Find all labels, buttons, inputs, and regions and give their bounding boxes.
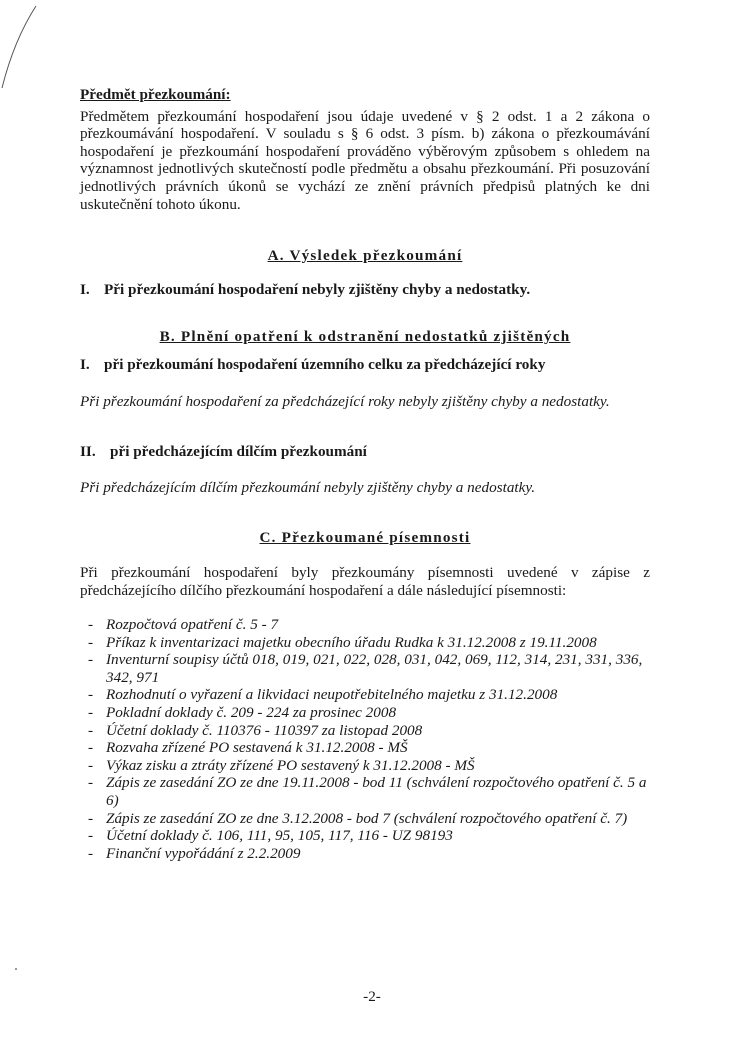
list-dash: - [88,756,94,774]
list-item-text: Příkaz k inventarizaci majetku obecního úřadu Rudka k 31.12.2008 z 19.11.2008 [106,633,597,651]
list-dash: - [88,774,94,792]
list-item-text: Pokladní doklady č. 209 - 224 za prosinec 2008 [106,704,397,722]
list-item-text: Výkaz zisku a ztráty zřízené PO sestavený k 31.12.2008 - MŠ [106,756,475,774]
list-item-text: Zápis ze zasedání ZO ze dne 3.12.2008 - bod 7 (schválení rozpočtového opatření č. 7) [106,809,628,827]
list-dash: - [88,844,94,862]
scan-edge-mark [0,0,40,90]
list-item-text: Rozhodnutí o vyřazení a likvidaci neupotřebitelného majetku z 31.12.2008 [106,686,558,704]
list-dash: - [88,651,94,669]
document-page [80,86,650,862]
subject-heading: Předmět přezkoumání: [80,86,231,103]
list-dash: - [88,633,94,651]
list-item-text: Inventurní soupisy účtů 018, 019, 021, 022, 028, 031, 042, 069, 112, 314, 231, 331, 336, 342, 971 [106,651,643,686]
list-dash: - [88,686,94,704]
list-dash: - [88,739,94,757]
section-a-item-number: I. [80,280,90,298]
section-b-item2-number: II. [80,443,96,461]
list-dash: - [88,827,94,845]
section-c-title: C. Přezkoumané písemnosti [259,529,471,547]
list-item-text: Účetní doklady č. 106, 111, 95, 105, 117, 116 - UZ 98193 [106,827,453,845]
list-item [80,616,650,634]
section-b-item2-heading: při předcházejícím dílčím přezkoumání [110,443,367,461]
list-item [80,651,650,686]
list-item [80,845,650,863]
list-item-text: Zápis ze zasedání ZO ze dne 19.11.2008 - bod 11 (schválení rozpočtového opatření č. 5 a 6) [106,774,647,810]
section-b-item1 [80,356,650,374]
section-b-item1-number: I. [80,355,90,373]
list-item [80,774,650,809]
list-item [80,739,650,757]
list-dash: - [88,616,94,634]
subject-block [80,86,650,213]
list-item-text: Finanční vypořádání z 2.2.2009 [106,844,301,862]
list-dash: - [88,809,94,827]
list-item-text: Rozpočtová opatření č. 5 - 7 [106,616,279,634]
section-b-item1-heading: při přezkoumání hospodaření územního celku za předcházející roky [104,355,546,373]
list-dash: - [88,721,94,739]
list-item [80,757,650,775]
section-c-intro: Při přezkoumání hospodaření byly přezkoumány písemnosti uvedené v zápise z předcházejícího dílčího přezkoumání hospodaření a dále následující písemnosti: [80,563,650,599]
list-item-text: Účetní doklady č. 110376 - 110397 za listopad 2008 [106,721,423,739]
list-item [80,704,650,722]
section-b-item2 [80,443,650,461]
scan-speck [15,968,17,970]
list-item [80,686,650,704]
section-a-title: A. Výsledek přezkoumání [267,247,463,265]
section-b-item2-text: Při předcházejícím dílčím přezkoumání nebyly zjištěny chyby a nedostatky. [80,478,536,496]
list-item-text: Rozvaha zřízené PO sestavená k 31.12.2008 - MŠ [106,739,408,757]
list-item [80,827,650,845]
page-number: -2- [363,988,381,1005]
documents-list [80,616,650,862]
list-item [80,810,650,828]
list-item [80,634,650,652]
section-a-item [80,281,650,299]
subject-paragraph: Předmětem přezkoumání hospodaření jsou údaje uvedené v § 2 odst. 1 a 2 zákona o přezkoumávání hospodaření. V souladu s § 6 odst. 3 písm. b) zákona o přezkoumávání hospodaření je přezkoumání hospodaření prováděno výběrovým způsobem s ohledem na významnost jednotlivých skutečností podle předmětu a obsahu přezkoumání. Při posuzování jednotlivých právních úkonů se vychází ze znění právních předpisů platných ke dni uskutečnění tohoto úkonu. [80,107,650,213]
list-dash: - [88,704,94,722]
section-b-item1-text: Při přezkoumání hospodaření za předcházející roky nebyly zjištěny chyby a nedostatky. [80,392,610,410]
section-a-item-text: Při přezkoumání hospodaření nebyly zjištěny chyby a nedostatky. [104,280,531,298]
list-item [80,722,650,740]
section-b-title: B. Plnění opatření k odstranění nedostatků zjištěných [159,328,571,346]
